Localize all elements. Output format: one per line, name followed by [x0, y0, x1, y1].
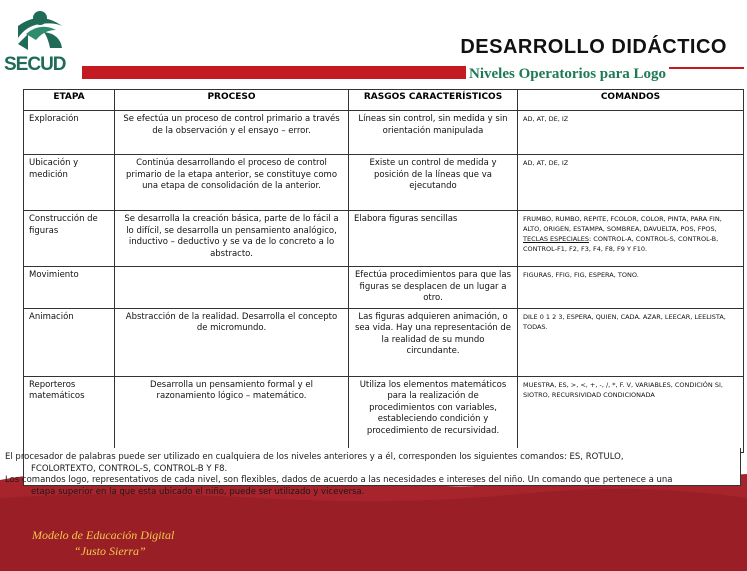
cell-etapa: Movimiento [24, 267, 115, 309]
operational-levels-table [23, 89, 743, 453]
cell-proceso: Abstracción de la realidad. Desarrolla el concepto de micromundo. [115, 308, 349, 376]
cell-etapa: Ubicación y medición [24, 155, 115, 211]
header-rasgos: RASGOS CARACTERÍSTICOS [349, 90, 518, 111]
header-comandos: COMANDOS [518, 90, 744, 111]
footer-note-2b: etapa superior en la que esta ubicado el niño, puede ser utilizado y viceversa. [31, 486, 365, 497]
table-header-row [24, 90, 744, 111]
cell-rasgos: Efectúa procedimientos para que las figuras se desplacen de un lugar a otro. [349, 267, 518, 309]
special-keys-label: TECLAS ESPECIALES [523, 235, 590, 243]
footer-note-1b: FCOLORTEXTO, CONTROL-S, CONTROL-B Y F8. [31, 463, 228, 474]
table-row [24, 211, 744, 267]
cell-comandos: DILE 0 1 2 3, ESPERA, QUIEN, CADA. AZAR, LEECAR, LEELISTA, TODAS. [518, 308, 744, 376]
footer-notes [5, 452, 738, 498]
table-row [24, 376, 744, 452]
header-etapa: ETAPA [24, 90, 115, 111]
special-keys-text: : CONTROL-A, CONTROL-S, CONTROL-B, CONTROL-F1, F2, F3, F4, F8, F9 Y F10. [523, 235, 719, 253]
table-row [24, 155, 744, 211]
cell-comandos: MUESTRA, ES, >, <, +, -, /, *, F. V, VARIABLES, CONDICIÓN SI, SIOTRO, RECURSIVIDAD CONDICIONADA [518, 376, 744, 452]
cell-proceso: Continúa desarrollando el proceso de control primario de la etapa anterior, se constituye como una etapa de consolidación de la anterior. [115, 155, 349, 211]
model-caption-line2: “Justo Sierra” [74, 544, 146, 558]
page-subtitle: Niveles Operatorios para Logo [466, 66, 669, 83]
cell-comandos: AD, AT, DE, IZ [518, 155, 744, 211]
header-proceso: PROCESO [115, 90, 349, 111]
table-row [24, 267, 744, 309]
logo-text: SECUD [4, 54, 66, 75]
cell-etapa: Construcción de figuras [24, 211, 115, 267]
comandos-text: FRUMBO, RUMBO, REPITE, FCOLOR, COLOR, PINTA, PARA FIN, ALTO, ORIGEN, ESTAMPA, SOMBREA, DAVUELTA, POS, FPOS, [523, 215, 722, 233]
table-row [24, 111, 744, 155]
cell-comandos: AD, AT, DE, IZ [518, 111, 744, 155]
model-caption-line1: Modelo de Educación Digital [32, 528, 175, 542]
cell-etapa: Animación [24, 308, 115, 376]
page-title: DESARROLLO DIDÁCTICO [460, 36, 727, 58]
footer-note-2a: Los comandos logo, representativos de cada nivel, son flexibles, dados de acuerdo a las necesidades e intereses del niño. Un comando que pertenece a una [5, 475, 673, 485]
cell-rasgos: Elabora figuras sencillas [349, 211, 518, 267]
cell-rasgos: Existe un control de medida y posición de la líneas que va ejecutando [349, 155, 518, 211]
cell-rasgos: Las figuras adquieren animación, o sea vida. Hay una representación de la realidad de su mundo circundante. [349, 308, 518, 376]
cell-comandos: FIGURAS, FFIG, FIG, ESPERA, TONO. [518, 267, 744, 309]
cell-rasgos: Utiliza los elementos matemáticos para la realización de procedimientos con variables, estableciendo condición y procedimiento de recursividad. [349, 376, 518, 452]
cell-proceso [115, 267, 349, 309]
cell-proceso: Se desarrolla la creación básica, parte de lo fácil a lo difícil, se desarrolla un pensamiento analógico, inductivo – deductivo y se va de lo concreto a lo abstracto. [115, 211, 349, 267]
footer-note-1a: El procesador de palabras puede ser utilizado en cualquiera de los niveles anteriores y a él, corresponden los siguientes comandos: ES, ROTULO, [5, 452, 624, 462]
cell-comandos [518, 211, 744, 267]
cell-etapa: Reporteros matemáticos [24, 376, 115, 452]
cell-proceso: Desarrolla un pensamiento formal y el razonamiento lógico – matemático. [115, 376, 349, 452]
table-row [24, 308, 744, 376]
cell-rasgos: Líneas sin control, sin medida y sin orientación manipulada [349, 111, 518, 155]
cell-proceso: Se efectúa un proceso de control primario a través de la observación y el ensayo – error. [115, 111, 349, 155]
cell-etapa: Exploración [24, 111, 115, 155]
